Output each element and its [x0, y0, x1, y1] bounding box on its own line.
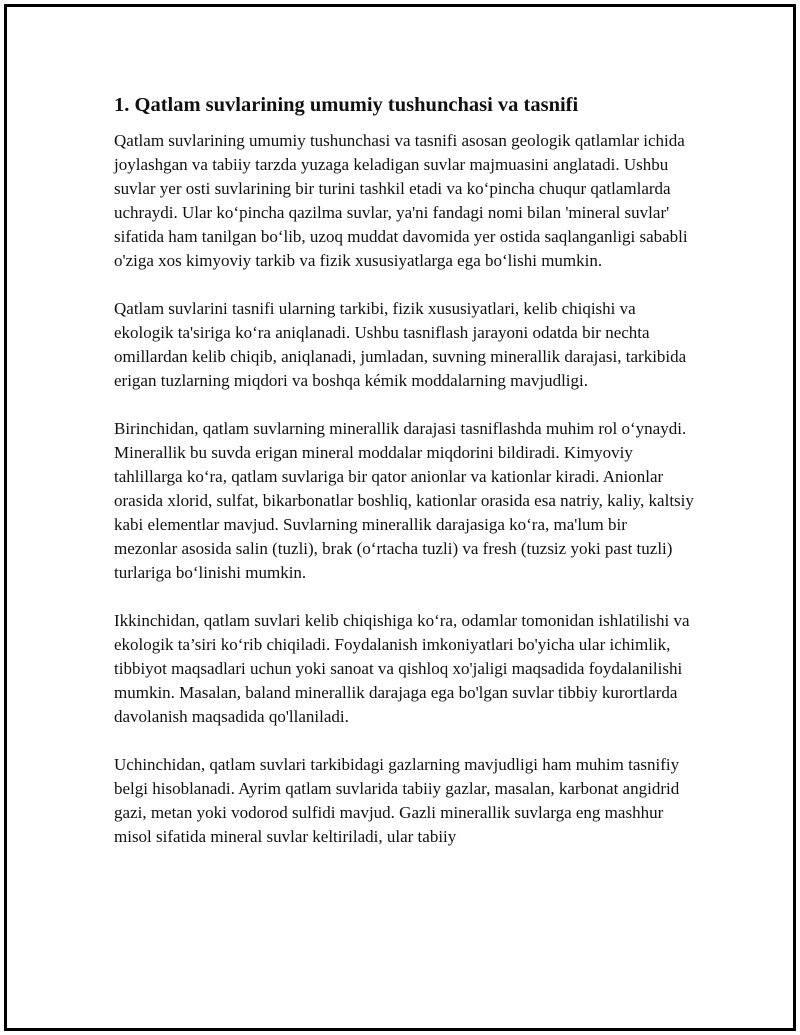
paragraph-1: Qatlam suvlarining umumiy tushunchasi va tasnifi asosan geologik qatlamlar ichida joylashgan va tabiiy tarzda yuzaga keladigan suvlar majmuasini anglatadi. Ushbu suvlar yer osti suvlarining bir turini tashkil etadi va ko‘pincha chuqur qatlamlarda uchraydi. Ular ko‘pincha qazilma suvlar, ya'ni fandagi nomi bilan 'mineral suvlar' sifatida ham tanilgan bo‘lib, uzoq muddat davomida yer ostida saqlanganligi sababli o'ziga xos kimyoviy tarkib va fizik xususiyatlarga ega bo‘lishi mumkin.	[114, 131, 688, 270]
section-heading: 1. Qatlam suvlarining umumiy tushunchasi va tasnifi	[114, 94, 579, 116]
paragraph-4: Ikkinchidan, qatlam suvlari kelib chiqishiga ko‘ra, odamlar tomonidan ishlatilishi va ekologik ta’siri ko‘rib chiqiladi. Foydalanish imkoniyatlari bo'yicha ular ichimlik, tibbiyot maqsadlari uchun yoki sanoat va qishloq xo'jaligi maqsadida foydalanilishi mumkin. Masalan, baland minerallik darajaga ega bo'lgan suvlar tibbiy kurortlarda davolanish maqsadida qo'llaniladi.	[114, 611, 690, 726]
document-body	[114, 91, 694, 873]
paragraph-2: Qatlam suvlarini tasnifi ularning tarkibi, fizik xususiyatlari, kelib chiqishi va ekologik ta'siriga ko‘ra aniqlanadi. Ushbu tasniflash jarayoni odatda bir nechta omillardan kelib chiqib, aniqlanadi, jumladan, suvning minerallik darajasi, tarkibida erigan tuzlarning miqdori va boshqa kémik moddalarning mavjudligi.	[114, 299, 687, 390]
paragraph-3: Birinchidan, qatlam suvlarning minerallik darajasi tasniflashda muhim rol o‘ynaydi. Minerallik bu suvda erigan mineral moddalar miqdorini bildiradi. Kimyoviy tahlillarga ko‘ra, qatlam suvlariga bir qator anionlar va kationlar kiradi. Anionlar orasida xlorid, sulfat, bikarbonatlar boshliq, kationlar orasida esa natriy, kaliy, kaltsiy kabi elementlar mavjud. Suvlarning minerallik darajasiga ko‘ra, ma'lum bir mezonlar asosida salin (tuzli), brak (o‘rtacha tuzli) va fresh (tuzsiz yoki past tuzli) turlariga bo‘linishi mumkin.	[114, 419, 694, 582]
paragraph-5: Uchinchidan, qatlam suvlari tarkibidagi gazlarning mavjudligi ham muhim tasnifiy belgi hisoblanadi. Ayrim qatlam suvlarida tabiiy gazlar, masalan, karbonat angidrid gazi, metan yoki vodorod sulfidi mavjud. Gazli minerallik suvlarga eng mashhur misol sifatida mineral suvlar keltiriladi, ular tabiiy	[114, 755, 680, 846]
